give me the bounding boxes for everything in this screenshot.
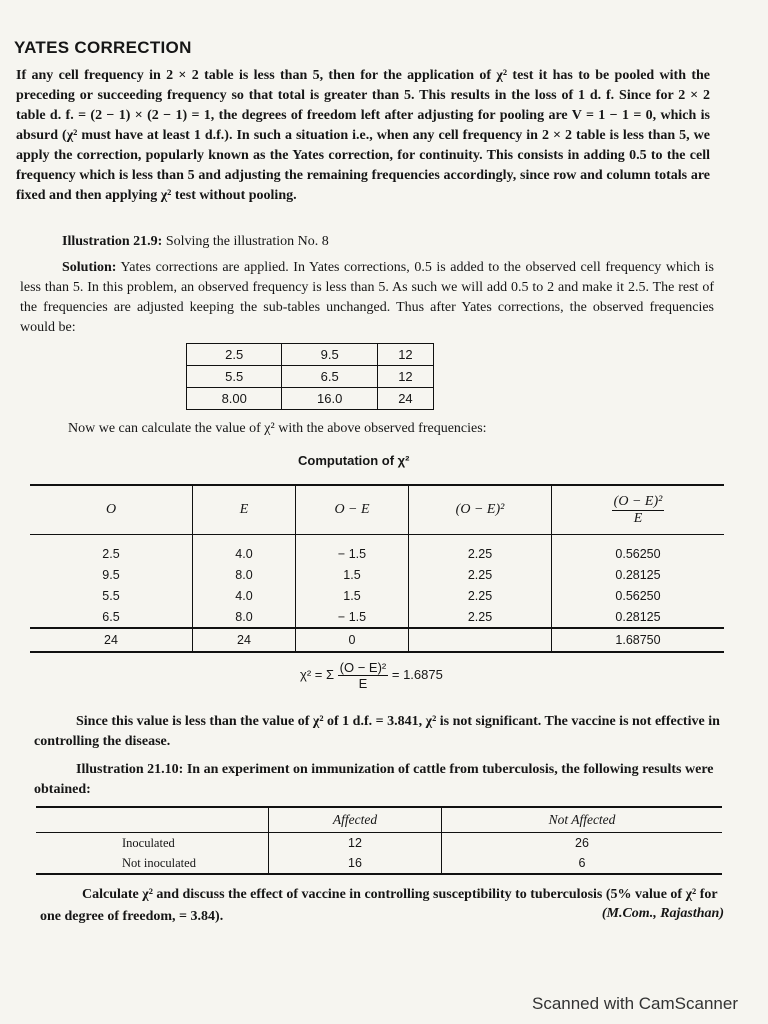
table-row [30, 564, 724, 585]
table-cell: 0.56250 [552, 535, 725, 565]
table-cell: 5.5 [102, 588, 120, 603]
row-label: Not inoculated [36, 853, 269, 874]
table-cell: 0.56250 [552, 585, 725, 606]
header-o-minus-e: O − E [296, 485, 409, 535]
total-cell: 1.68750 [552, 628, 725, 652]
table-cell: 4.0 [193, 585, 296, 606]
table-row [187, 388, 434, 410]
question-paragraph: Calculate χ² and discuss the effect of vaccine in controlling susceptibility to tuberculosis (5% value of χ² for one degree of freedom, = 3.84). [40, 887, 718, 924]
table-header-row [30, 485, 724, 535]
table-row [187, 366, 434, 388]
header-e: E [193, 485, 296, 535]
table-cell: 24 [377, 388, 433, 410]
total-cell [409, 628, 552, 652]
ratio-numerator: (O − E)² [613, 493, 663, 509]
table-cell: 8.0 [193, 606, 296, 628]
formula-denominator: E [358, 676, 368, 691]
table-cell: 8.00 [187, 388, 282, 410]
table-cell: 26 [442, 833, 723, 854]
chi-square-formula [300, 660, 443, 691]
table-cell: 16 [269, 853, 442, 874]
total-cell: 24 [30, 628, 193, 652]
table-row [36, 833, 722, 854]
table-row [30, 535, 724, 565]
illustration-9 [62, 234, 329, 250]
table-header-row [36, 807, 722, 833]
computation-title: Computation of χ² [298, 453, 410, 468]
table-cell: 4.0 [193, 535, 296, 565]
table-cell: 8.0 [193, 564, 296, 585]
formula-lhs: χ² = Σ [300, 666, 335, 682]
table-cell: 6.5 [282, 366, 377, 388]
intro-paragraph: If any cell frequency in 2 × 2 table is less than 5, then for the application of χ² test it has to be pooled with the preceding or succeeding frequency so that total is greater than 5. This results in the loss of 1 d. f. Since for 2 × 2 table d. f. = (2 − 1) × (2 − 1) = 1, the degrees of freedom left after adjusting for pooling are V = 1 − 1 = 0, which is absurd (χ² must have at least 1 d.f.). In such a situation i.e., when any cell frequency in 2 × 2 table is less than 5, we apply the correction, popularly known as the Yates correction, for continuity. This consists in adding 0.5 to the cell frequency which is less than 5 and adjusting the remaining frequencies accordingly, since row and column totals are fixed and then applying χ² test without pooling. [16, 68, 710, 203]
scanner-watermark: Scanned with CamScanner [531, 994, 738, 1013]
table-row [30, 606, 724, 628]
table-cell: 1.5 [296, 585, 409, 606]
table-cell: 12 [269, 833, 442, 854]
ratio-fraction [612, 494, 665, 527]
table-cell: 0.28125 [552, 564, 725, 585]
source-reference: (M.Com., Rajasthan) [601, 906, 724, 921]
header-squared: (O − E)² [409, 485, 552, 535]
table-cell: 2.25 [409, 564, 552, 585]
header-not-affected: Not Affected [442, 807, 723, 833]
calculation-intro: Now we can calculate the value of χ² with the above observed frequencies: [68, 421, 487, 436]
observed-frequency-table [186, 343, 434, 410]
table-cell: 1.5 [296, 564, 409, 585]
total-cell: 0 [296, 628, 409, 652]
illustration-10 [34, 760, 728, 800]
table-row [36, 853, 722, 874]
table-cell: 2.5 [102, 546, 120, 561]
header-ratio [552, 485, 725, 535]
conclusion-paragraph: Since this value is less than the value of χ² of 1 d.f. = 3.841, χ² is not significant. The vaccine is not effective in controlling the disease. [34, 714, 720, 749]
table-cell: 2.25 [409, 585, 552, 606]
row-label: Inoculated [122, 835, 175, 850]
table-cell: 12 [377, 344, 433, 366]
solution-label: Solution: [62, 260, 117, 275]
illustration-9-text: Solving the illustration No. 8 [165, 234, 329, 249]
header-blank [36, 807, 269, 833]
table-cell: 12 [377, 366, 433, 388]
table-cell: 16.0 [282, 388, 377, 410]
solution-paragraph [20, 258, 714, 338]
section-heading: YATES CORRECTION [14, 38, 192, 57]
totals-row [30, 628, 724, 652]
header-affected: Affected [269, 807, 442, 833]
total-cell: 24 [193, 628, 296, 652]
table-cell: 2.25 [409, 535, 552, 565]
table-row [187, 344, 434, 366]
illustration-10-text: In an experiment on immunization of cattle from tuberculosis, the following results were obtained: [34, 762, 714, 797]
illustration-9-label: Illustration 21.9: [62, 234, 163, 249]
table-cell: 9.5 [282, 344, 377, 366]
solution-text: Yates corrections are applied. In Yates corrections, 0.5 is added to the observed cell frequency which is less than 5. In this problem, an observed frequency is less than 5. As such we will add 0.5 to 2 and make it 2.5. The rest of the frequencies are adjusted keeping the sub-tables unchanged. Thus after Yates corrections, the observed frequencies would be: [20, 260, 715, 335]
formula-rhs: = 1.6875 [391, 666, 443, 682]
table-cell: 0.28125 [552, 606, 725, 628]
cattle-immunization-table [36, 806, 722, 875]
ratio-denominator: E [633, 510, 643, 526]
computation-table [30, 484, 724, 653]
table-cell: − 1.5 [296, 535, 409, 565]
table-cell: 5.5 [187, 366, 282, 388]
table-cell: − 1.5 [296, 606, 409, 628]
table-cell: 6.5 [102, 609, 120, 624]
table-cell: 2.25 [409, 606, 552, 628]
table-cell: 2.5 [187, 344, 282, 366]
illustration-10-label: Illustration 21.10: [76, 762, 184, 777]
table-row [30, 585, 724, 606]
header-o: O [30, 485, 193, 535]
table-cell: 6 [442, 853, 723, 874]
table-cell: 9.5 [102, 567, 120, 582]
formula-fraction [338, 660, 389, 691]
formula-numerator: (O − E)² [339, 660, 387, 675]
